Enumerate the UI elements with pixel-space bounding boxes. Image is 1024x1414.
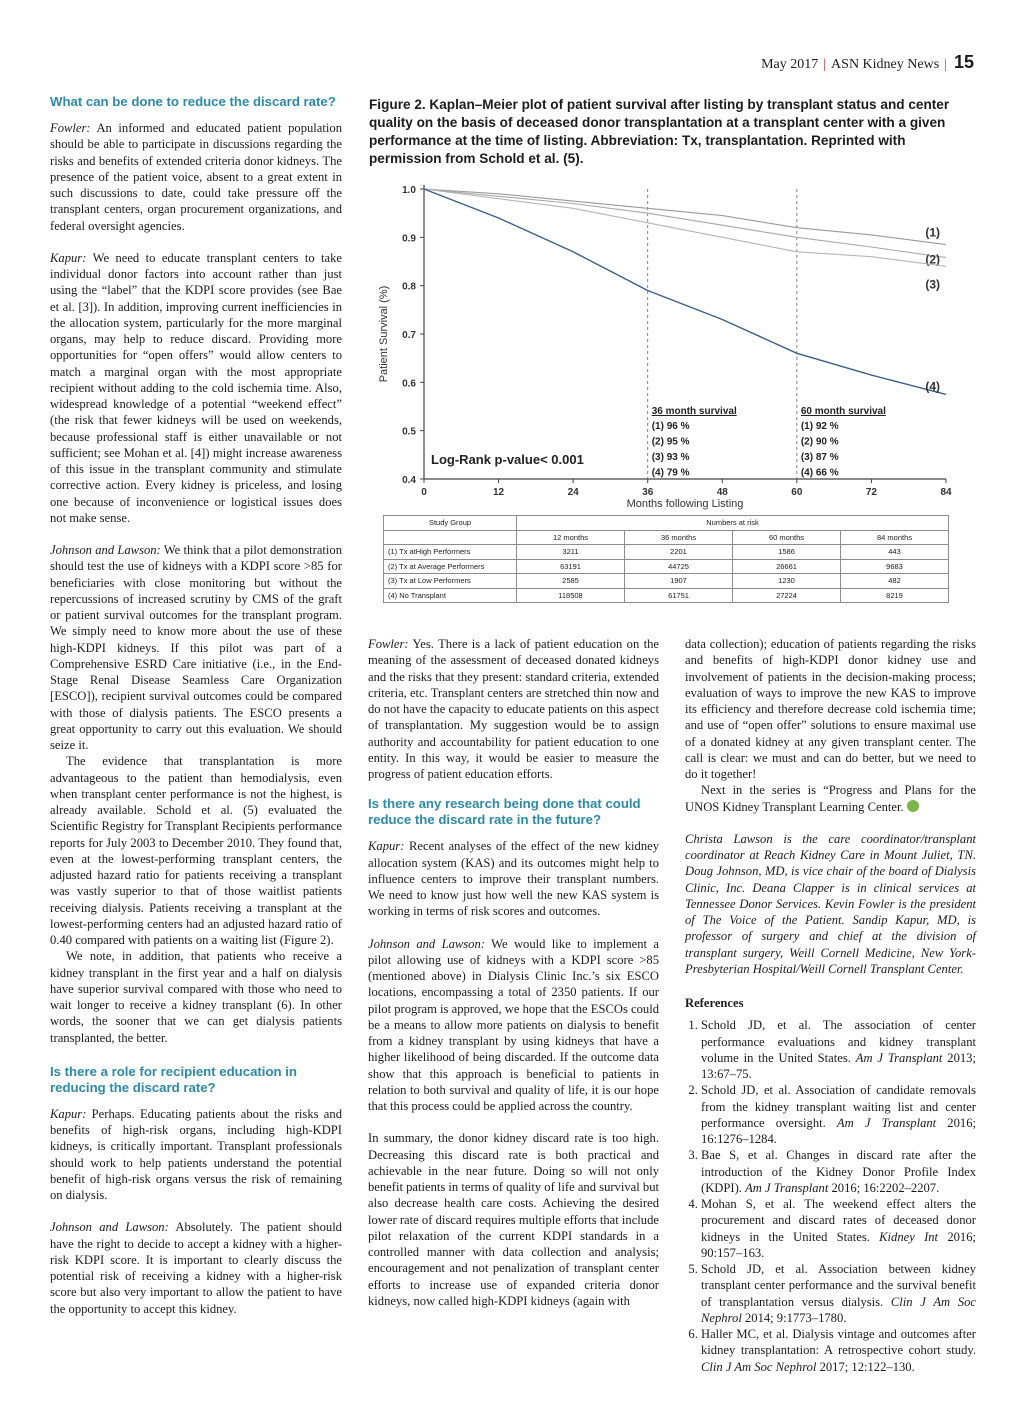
paragraph: [50, 120, 342, 234]
header-separator: |: [944, 57, 947, 72]
paragraph: [368, 936, 659, 1115]
table-cell: 2585: [517, 574, 625, 589]
series-line-3: [424, 189, 946, 266]
paragraph-text: Recent analyses of the effect of the new kidney allocation system (KAS) and its outcomes might help to influence centers to improve their transplant numbers. We need to know just how well the new KAS system is working in terms of risk scores and outcomes.: [368, 839, 659, 919]
x-tick-label: 84: [940, 487, 952, 498]
reference-journal: Am J Transplant: [745, 1180, 829, 1195]
table-cell: 63191: [517, 559, 625, 574]
table-subheader-cell: 84 months: [841, 530, 949, 545]
y-tick-label: 0.7: [402, 330, 416, 341]
table-subheader-cell: 60 months: [733, 530, 841, 545]
survival-box-line: (2) 95 %: [651, 436, 690, 448]
reference-citation: 2016; 16:1276–1284.: [701, 1115, 976, 1146]
series-line-1: [424, 189, 946, 245]
question-heading: Is there a role for recipient education in reducing the discard rate?: [50, 1063, 297, 1095]
x-tick-label: 24: [567, 487, 579, 498]
reference-text: Bae S, et al. Changes in discard rate after the introduction of the Kidney Donor Profile Index (KDPI).: [701, 1148, 976, 1195]
paragraph: [368, 838, 659, 919]
table-cell: 2201: [625, 545, 733, 560]
reference-item: [701, 1147, 976, 1196]
table-cell: 8219: [841, 588, 949, 603]
reference-text: Schold JD, et al. The association of center performance evaluations and kidney transplant volume in the United States.: [701, 1018, 976, 1065]
table-row-label: (3) Tx at Low Performers: [384, 574, 517, 589]
paragraph: In summary, the donor kidney discard rate is too high. Decreasing this discard rate is both practical and achievable in the near future. Doing so will not only benefit patients in terms of quality of life and survival but also decrease health care costs. Achieving the desired lower rate of discard requires multiple efforts that include pilot relaxation of the current KDPI standards in a controlled manner with data collection and analysis; encouragement and not penalization of transplant center efforts to increase use of expanded criteria donor kidneys, now called high-KDPI kidneys (again with: [368, 1131, 659, 1308]
table-row: [384, 545, 949, 560]
running-header: [761, 52, 974, 73]
question-heading: Is there any research being done that could reduce the discard rate in the future?: [368, 796, 641, 828]
speaker: Johnson and Lawson:: [50, 543, 161, 557]
table-cell: 1907: [625, 574, 733, 589]
reference-citation: 2017; 12:122–130.: [816, 1359, 915, 1374]
survival-box-line: (1) 96 %: [651, 421, 690, 432]
paragraph: [368, 636, 659, 782]
series-line-4: [424, 189, 946, 394]
y-tick-label: 0.6: [402, 378, 416, 390]
publication-name: ASN Kidney News: [831, 57, 940, 72]
x-tick-label: 48: [716, 487, 728, 498]
paragraph-text: Next in the series is “Progress and Plans for the UNOS Kidney Transplant Learning Center.: [685, 783, 976, 814]
reference-citation: 2016; 16:2202–2207.: [828, 1180, 940, 1195]
table-cell: [384, 530, 517, 545]
speaker: Johnson and Lawson:: [50, 1220, 169, 1235]
y-axis-label: Patient Survival (%): [378, 285, 390, 383]
table-cell: 26661: [733, 559, 841, 574]
paragraph-text: We would like to implement a pilot allowing use of kidneys with a KDPI score >85 (mentioned above) in Dialysis Clinic Inc.’s six ESCO locations, encompassing a total of 2350 patients. If our pilot program is approved, we hope that the ESCOs could be a means to allow more patients on dialysis to benefit from a kidney transplant by using kidneys that have a higher likelihood of being discarded. If the outcome data show that this approach is beneficial to patients in relation to both survival and quality of life, it is our hope that this process could be applied across the country.: [368, 936, 660, 1113]
y-tick-label: 0.5: [402, 426, 416, 438]
table-cell: 61751: [625, 588, 733, 603]
speaker: Fowler:: [50, 121, 91, 135]
reference-journal: Kidney Int: [879, 1229, 939, 1244]
survival-box-line: (4) 79 %: [651, 467, 690, 479]
paragraph: [50, 1219, 342, 1317]
paragraph-text: Yes. There is a lack of patient education on the meaning of the assessment of deceased donated kidneys and the risks that they present: standard criteria, extended criteria, etc. Transplant centers are stretched thin now and do not have the capacity to educate patients on this aspect of transplantation. My suggestion would be to assign authority and accountability for patient education to one entity. In this way, it would be easier to measure the progress of patient education efforts.: [368, 637, 659, 781]
table-cell: 44725: [625, 559, 733, 574]
table-cell: 9683: [841, 559, 949, 574]
y-tick-label: 1.0: [402, 185, 416, 196]
paragraph-text: An informed and educated patient population should be able to participate in discussions regarding the risks and benefits of extended criteria donor kidneys. The presence of the patient voice, absent to a great extent in such discussions to date, could take pressure off the transplant centers, organ procurement organizations, and federal oversight agencies.: [50, 121, 342, 233]
reference-item: [701, 1082, 976, 1147]
column-right: [685, 636, 976, 1375]
paragraph: data collection); education of patients regarding the risks and benefits of high-KDPI donor kidney use and involvement of patients in the decision-making process; evaluation of ways to improve the new KAS to improve its efficiency and therefore decrease cold ischemia time; and use of “open offer” solutions to ensure maximal use of a donated kidney at any given transplant center. The call is clear: we must and can do better, but we need to do it together!: [685, 637, 976, 781]
author-bios: Christa Lawson is the care coordinator/transplant coordinator at Reach Kidney Care in Mount Juliet, TN. Doug Johnson, MD, is vice chair of the board of Dialysis Clinic, Inc. Deana Clapper is in clinical services at Tennessee Donor Services. Kevin Fowler is the president of The Voice of the Patient. Sandip Kapur, MD, is professor of surgery and chief at the division of transplant surgery, Weill Cornell Medicine, New York-Presbyterian Hospital/Weill Cornell Transplant Center.: [685, 831, 976, 976]
y-tick-label: 0.4: [402, 475, 416, 486]
table-cell: 3211: [517, 545, 625, 560]
reference-text: Haller MC, et al. Dialysis vintage and outcomes after kidney transplantation: A retrospective cohort study.: [701, 1327, 976, 1358]
column-middle: [368, 636, 659, 1325]
survival-box-line: (3) 87 %: [800, 452, 839, 463]
speaker: Fowler:: [368, 637, 409, 651]
chart-series-group: [424, 189, 946, 394]
table-row: [384, 588, 949, 603]
y-tick-label: 0.8: [402, 281, 416, 293]
table-cell: 118508: [517, 588, 625, 603]
series-label: (4): [925, 379, 940, 394]
table-row-label: (2) Tx at Average Performers: [384, 559, 517, 574]
survival-box-title: 60 month survival: [800, 406, 886, 417]
survival-box-line: (4) 66 %: [800, 467, 839, 479]
reference-text: Schold JD, et al. Association of candidate removals from the kidney transplant waiting list and center performance oversight.: [701, 1083, 976, 1130]
x-tick-label: 12: [493, 487, 505, 498]
survival-box-line: (2) 90 %: [800, 436, 839, 448]
reference-journal: Clin J Am Soc Nephrol: [701, 1294, 976, 1325]
numbers-at-risk-table: [383, 515, 949, 603]
y-tick-label: 0.9: [402, 233, 416, 245]
paragraph-text: We need to educate transplant centers to take individual donor factors into account rather than just using the “label” that the KDPI score provides (see Bae et al. [3]). In addition, improving current inefficiencies in the allocation system, particularly for the more marginal organs, may help to reduce discard. Providing more opportunities for “open offers” would allow centers to match a marginal organ with the most appropriate recipient without adding to the cold ischemia time. Also, widespread knowledge of a potential “weekend effect” (the risk that fewer kidneys will be used on weekends, because professional staff is either unavailable or not sufficient; see Mohan et al. [4]) might increase awareness of this issue in the transplant community and stimulate corrective action. Every kidney is priceless, and losing one because of inconvenience or logistical issues does not make sense.: [50, 250, 342, 525]
reference-item: [701, 1261, 976, 1326]
reference-citation: 2014; 9:1773–1780.: [741, 1310, 847, 1325]
paragraph: We note, in addition, that patients who receive a kidney transplant in the first year and a half on dialysis have superior survival compared with those who need to wait longer to receive a kidney transplant (6). In other words, the sooner that we can get dialysis patients transplanted, the better.: [50, 949, 342, 1045]
references-heading: References: [685, 996, 744, 1010]
table-row-label: (1) Tx atHigh Performers: [384, 545, 517, 560]
reference-journal: Am J Transplant: [836, 1115, 937, 1130]
header-separator: |: [823, 57, 827, 72]
table-header-cell: Numbers at risk: [517, 516, 949, 531]
table-cell: 1586: [733, 545, 841, 560]
series-label: (1): [925, 225, 940, 240]
table-header-row: [384, 516, 949, 531]
x-tick-label: 72: [865, 487, 877, 498]
table-subheader-cell: 36 months: [625, 530, 733, 545]
series-label: (3): [925, 277, 940, 292]
survival-box-line: (1) 92 %: [800, 421, 839, 432]
references-list: [685, 1017, 976, 1375]
reference-item: [701, 1196, 976, 1261]
paragraph: [50, 1106, 342, 1204]
paragraph: [685, 782, 976, 815]
table-row: [384, 559, 949, 574]
paragraph-text: We think that a pilot demonstration should test the use of kidneys with a KDPI score >85 for beneficiaries with close monitoring but without the repercussions of increased scrutiny by CMS of the graft or patient survival outcomes for the transplant program. We simply need to know more about the use of these high-KDPI kidneys. If this pilot was part of a Comprehensive ESRD Care initiative (i.e., in the End-Stage Renal Disease Seamless Care Organization [ESCO]), recipient survival outcomes could be compared with those of dialysis patients. The ESCO presents a great opportunity to carry out this evaluation. We should seize it.: [50, 543, 342, 752]
paragraph-text: Absolutely. The patient should have the right to decide to accept a kidney with a higher-risk KDPI score. It is important to clearly discuss the potential risk of receiving a kidney with a higher-risk score but also very important to allow the patient to have the opportunity to accept this kidney.: [50, 1220, 342, 1316]
figure-caption: Figure 2. Kaplan–Meier plot of patient survival after listing by transplant status and center quality on the basis of deceased donor transplantation at a transplant center with a given performance at the time of listing. Abbreviation: Tx, transplantation. Reprinted with permission from Schold et al. (5).: [369, 97, 950, 166]
series-label: (2): [925, 252, 940, 267]
speaker: Johnson and Lawson:: [368, 936, 485, 951]
paragraph: The evidence that transplantation is more advantageous to the patient than hemodialysis, even when transplant center performance is not the highest, is already available. Schold et al. (5) evaluated the Scientific Registry for Transplant Recipients performance reports for July 2003 to December 2010. They found that, even at the lowest-performing transplant centers, the adjusted hazard ratio for patients receiving a transplant was vastly superior to that of those waitlist patients receiving dialysis. Patients receiving a transplant at the lowest-performing centers had an adjusted hazard ratio of 0.40 compared with patients on a waiting list (Figure 2).: [50, 754, 342, 947]
x-tick-label: 60: [791, 487, 803, 498]
reference-item: [701, 1017, 976, 1082]
table-subheader-row: [384, 530, 949, 545]
survival-box-title: 36 month survival: [651, 406, 737, 417]
speaker: Kapur:: [50, 250, 87, 265]
table-cell: 27224: [733, 588, 841, 603]
reference-journal: Am J Transplant: [855, 1050, 943, 1065]
chart-annotations: [431, 406, 886, 479]
reference-item: [701, 1326, 976, 1375]
table-row: [384, 574, 949, 589]
kaplan-meier-chart: [368, 178, 958, 514]
pvalue-annotation: Log-Rank p-value< 0.001: [431, 452, 584, 467]
table-cell: 482: [841, 574, 949, 589]
table-header-cell: Study Group: [384, 516, 517, 531]
x-tick-label: 0: [421, 487, 427, 498]
question-heading: What can be done to reduce the discard rate?: [50, 94, 336, 109]
page-number: 15: [953, 52, 974, 72]
paragraph: [50, 250, 342, 526]
reference-text: Schold JD, et al. Association between kidney transplant center performance and the survival benefit of transplantation versus dialysis.: [701, 1262, 976, 1309]
x-tick-label: 36: [642, 487, 654, 498]
speaker: Kapur:: [368, 839, 405, 854]
column-left: [50, 94, 342, 1333]
reference-journal: Clin J Am Soc Nephrol: [701, 1359, 817, 1374]
reference-text: Mohan S, et al. The weekend effect alters the procurement and discard rates of deceased donor kidneys in the United States.: [701, 1197, 976, 1244]
table-subheader-cell: 12 months: [517, 530, 625, 545]
paragraph-text: Perhaps. Educating patients about the risks and benefits of high-risk organs, including high-KDPI kidneys, is critically important. Transplant professionals should work to help patients understand the potential benefit of high-risk organs versus the risk of remaining on dialysis.: [50, 1106, 342, 1202]
table-row-label: (4) No Transplant: [384, 588, 517, 603]
table-cell: 1230: [733, 574, 841, 589]
speaker: Kapur:: [50, 1106, 87, 1121]
x-axis-label: Months following Listing: [626, 498, 744, 510]
table-cell: 443: [841, 545, 949, 560]
reference-citation: 2016; 90:157–163.: [701, 1229, 977, 1260]
issue-date: May 2017: [761, 57, 819, 72]
end-mark-icon: [907, 800, 919, 812]
survival-box-line: (3) 93 %: [651, 452, 690, 463]
reference-citation: 2013; 13:67–75.: [701, 1050, 976, 1081]
paragraph: [50, 542, 342, 753]
